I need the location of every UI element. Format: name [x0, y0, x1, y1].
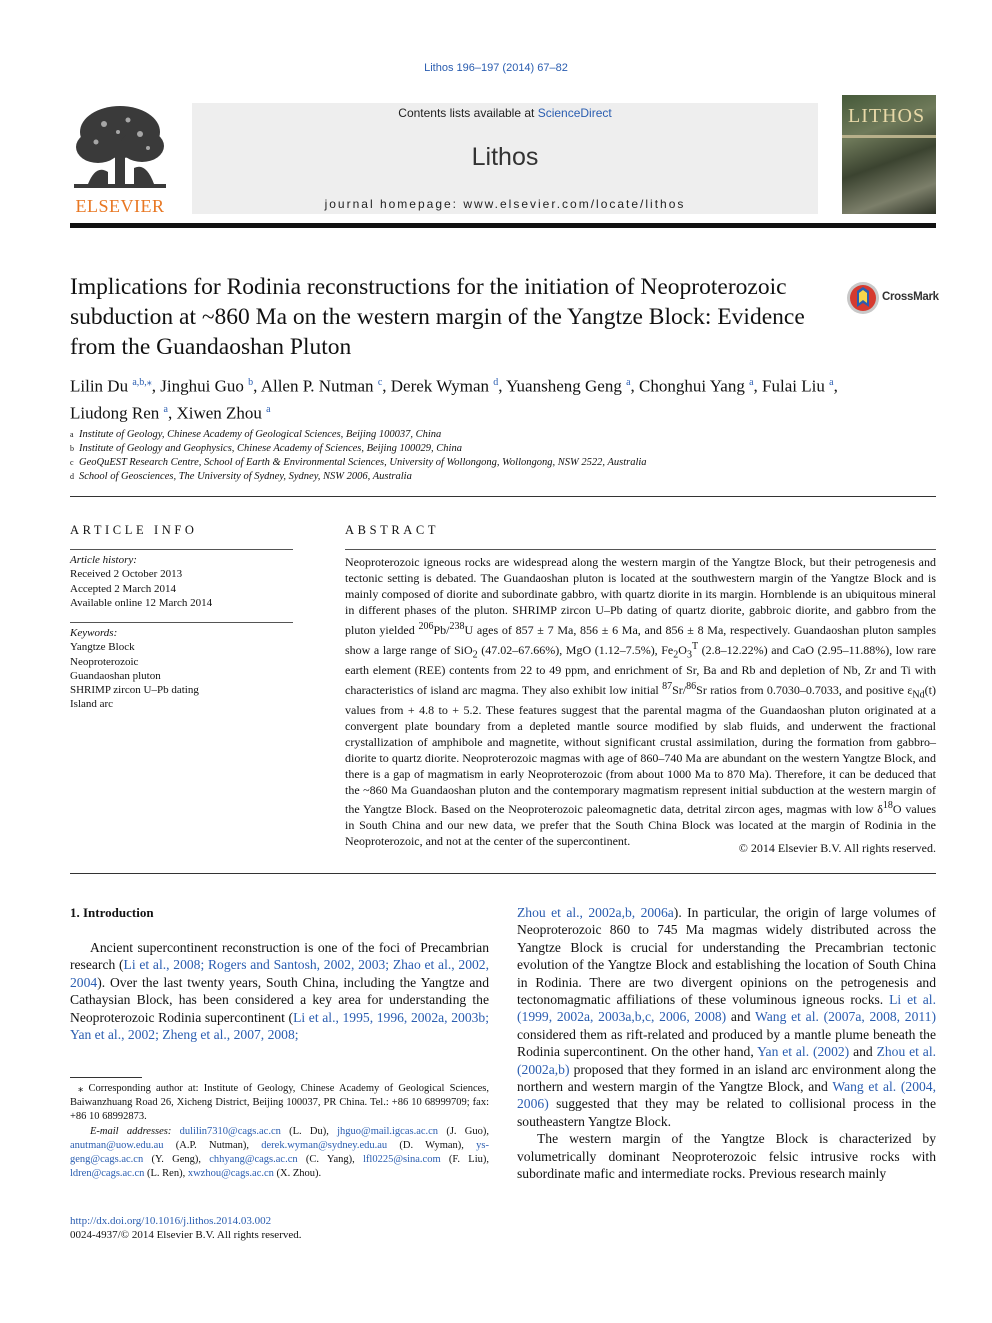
author-name[interactable]: Yuansheng Geng: [506, 376, 622, 396]
subscript: 3: [686, 648, 692, 660]
sciencedirect-link[interactable]: ScienceDirect: [537, 106, 612, 120]
affiliation-item: [70, 470, 936, 484]
body-paragraph: [517, 904, 936, 1130]
email-owner: (A.P. Nutman),: [163, 1139, 262, 1151]
article-info-heading: ARTICLE INFO: [70, 523, 198, 537]
history-label: Article history:: [70, 554, 137, 566]
cover-stripe: [842, 135, 936, 138]
affiliation-text: GeoQuEST Research Centre, School of Earth & Environmental Sciences, University of Wollongong, Wollongong, NSW 2522, Australia: [79, 457, 647, 468]
email-owner: (X. Zhou).: [273, 1168, 322, 1180]
body-text: and: [849, 1044, 877, 1060]
footnote-rule: [70, 1077, 142, 1078]
abstract-run: (2.8–12.22%) and CaO (2.95–11.88%), low rare earth element (REE) contents from 22 to 49 ppm, and enrichment of Sr, Ba and Rb and depletion of Nb, Zr and Ti with characteristics of island arc magma. They also exhibit low initial: [345, 642, 937, 697]
affiliation-mark: d: [70, 472, 74, 481]
received-date: Received 2 October 2013: [70, 568, 183, 581]
email-owner: (J. Guo),: [438, 1125, 489, 1137]
email-link[interactable]: lfl0225@sina.com: [363, 1154, 441, 1166]
citation-link[interactable]: Li et al. (1999, 2002a, 2003a,b,c, 2006, 2008): [517, 992, 936, 1025]
abstract-run: Sr ratios from 0.7030–0.7033, and positive ε: [696, 682, 913, 697]
keywords-label: Keywords:: [70, 627, 118, 639]
isotope-superscript: 238: [449, 620, 465, 632]
affiliation-text: Institute of Geology, Chinese Academy of Geological Sciences, Beijing 100037, China: [79, 429, 442, 440]
abstract-run: O: [678, 642, 687, 657]
header-rule: [70, 223, 936, 228]
body-paragraph: The western margin of the Yangtze Block is characterized by volumetrically dominant Neoproterozoic felsic intrusive rocks with subordinate mafic and intermediate rocks. Previous research mainly: [517, 1131, 936, 1182]
citation-link[interactable]: Zhou et al., 2002a,b, 2006a: [517, 905, 674, 920]
author-name[interactable]: Liudong Ren: [70, 403, 160, 423]
journal-homepage[interactable]: journal homepage: www.elsevier.com/locate/lithos: [324, 197, 686, 211]
subscript: Nd: [912, 689, 925, 701]
abstract-heading: ABSTRACT: [345, 523, 440, 537]
article-history: [70, 553, 293, 610]
email-owner: (C. Yang),: [297, 1154, 363, 1166]
email-link[interactable]: chhyang@cags.ac.cn: [209, 1154, 298, 1166]
citation-link[interactable]: Li et al., 2008; Rogers and Santosh, 2002, 2003; Zhao et al., 2002, 2004: [70, 957, 489, 990]
abstract-run: U ages of 857 ± 7 Ma, 856 ± 6 Ma, and 856 ± 8 Ma, respectively. Guandaoshan pluton samples show a large range of SiO: [345, 622, 936, 657]
author-name[interactable]: Derek Wyman: [390, 376, 490, 396]
online-date: Available online 12 March 2014: [70, 596, 213, 609]
citation-link[interactable]: Li et al., 1995, 1996, 2002a, 2003b; Yan et al., 2002; Zheng et al., 2007, 2008;: [70, 1009, 489, 1043]
email-link[interactable]: anutman@uow.edu.au: [70, 1139, 164, 1151]
email-link[interactable]: xwzhou@cags.ac.cn: [187, 1168, 274, 1180]
author-affiliation-mark[interactable]: c: [377, 377, 383, 388]
author-affiliation-mark[interactable]: a: [749, 377, 754, 388]
keywords-rule: [70, 622, 293, 623]
journal-citation[interactable]: Lithos 196–197 (2014) 67–82: [424, 62, 568, 74]
issn-copyright: 0024-4937/© 2014 Elsevier B.V. All rights reserved.: [70, 1229, 302, 1241]
email-link[interactable]: ys-geng@cags.ac.cn: [70, 1139, 489, 1166]
body-text: considered them as rift-related and produced by a mantle plume beneath the Rodinia supercontinent. On the other hand,: [517, 1026, 936, 1060]
affiliation-text: School of Geosciences, The University of Sydney, Sydney, NSW 2006, Australia: [79, 471, 412, 482]
affiliation-mark: a: [70, 430, 74, 439]
keyword-item: Island arc: [70, 698, 114, 711]
body-text: proposed that they formed in an island arc environment along the northern and western margin of the Yangtze Block, and: [517, 1061, 936, 1095]
doi-link[interactable]: http://dx.doi.org/10.1016/j.lithos.2014.03.002: [70, 1215, 272, 1227]
abstract-run: Neoproterozoic igneous rocks are widespread along the western margin of the Yangtze Block, but their petrogenesis and tectonic setting is debated. The Guandaoshan pluton is located at the southwestern margin of the Yangtze Block and is mainly composed of diorite and subordinate gabbro, with quartz diorite in its margin. Hornblende is an ubiquitous mineral in different phases of the pluton. SHRIMP zircon U–Pb dating of quartz diorite, gabbroic diorite, and gabbro from the pluton yielded: [345, 555, 936, 637]
superscript: T: [691, 640, 699, 652]
body-text: suggested that they may be related to collisional process in the southeastern Yangtze Block.: [517, 1096, 936, 1129]
author-list: Lilin Du $^{a,b,⁎}$, Jinghui Guo $^b$, Allen P. Nutman $^c$, Derek Wyman $^d$, Yuansheng Geng $^a$, Chonghui Yang $^a$, Fulai Liu $^a$, Liudong Ren $^a$, Xiwen Zhou $^a$: [70, 376, 838, 423]
section-heading-introduction: 1. Introduction: [70, 905, 154, 920]
email-link[interactable]: derek.wyman@sydney.edu.au: [261, 1139, 388, 1151]
affiliation-item: [70, 428, 936, 442]
crossmark-label[interactable]: CrossMark: [882, 291, 939, 303]
email-label: E-mail addresses:: [90, 1125, 172, 1137]
abstract-run: (t) values from + 4.8 to + 5.2. These features suggest that the parental magma of the Guandaoshan pluton originated at a convergent plate boundary from a depleted mantle source modified by slab fluids, and underwent the fractional crystallization of amphibole and magnetite, without significant crustal assimilation, during the formation from gabbro–diorite to quartz diorite. Neoproterozoic magmas with age of 860–740 Ma are abundant on the western Yangtze Block, and there is a gap of magmatism in early Neoproterozoic (from about 1000 Ma to 870 Ma). Therefore, it can be deduced that the ~860 Ma Guandaoshan pluton and the contemporary magmatism represent initial subduction at the western margin of the Yangtze Block. Based on the Neoproterozoic paleomagnetic data, detrital zircon ages, magmas with low δ: [345, 682, 936, 817]
cover-title: LITHOS: [848, 105, 926, 127]
body-text: ). Over the last twenty years, South China, including the Yangtze and Cathaysian Block, has been considered a key area for understanding the Neoproterozoic Rodinia supercontinent (: [70, 974, 489, 1025]
affiliation-rule: [70, 496, 936, 497]
journal-cover-thumbnail[interactable]: [842, 95, 936, 214]
body-text: ). In particular, the origin of large volumes of Neoproterozoic 860 to 745 Ma magmas widely distributed across the Yangtze Block is crucial for understanding the Precambrian tectonic evolution of the Yangtze Block and establishing the location of South China in Rodinia. There are two divergent opinions on the petrogenesis and tectonomagmatic affiliations of these voluminous igneous rocks.: [517, 905, 936, 1008]
author-affiliation-mark[interactable]: a: [266, 403, 271, 415]
corresponding-author-text: ⁎ Corresponding author at: Institute of Geology, Chinese Academy of Geological Sciences, Baiwanzhuang Road 26, Xicheng District, Beijing 100037, PR China. Tel.: +86 10 68999709; fax: +86 10 68992873.: [70, 1083, 489, 1123]
author-name[interactable]: Xiwen Zhou: [176, 403, 262, 423]
keyword-item: Guandaoshan pluton: [70, 669, 161, 682]
email-owner: (L. Du),: [280, 1125, 338, 1137]
article-title: Implications for Rodinia reconstructions for the initiation of Neoproterozoic subduction at ~860 Ma on the western margin of the Yangtze Block: Evidence from the Guandaoshan Pluton: [70, 274, 805, 360]
author-affiliation-mark[interactable]: a: [829, 377, 834, 388]
email-addresses: [70, 1125, 489, 1182]
affiliation-item: [70, 456, 936, 470]
keywords-block: [70, 626, 293, 712]
author-name[interactable]: Lilin Du: [70, 376, 129, 396]
citation-link[interactable]: Yan et al. (2002): [757, 1044, 850, 1060]
corresponding-author-footnote: [70, 1082, 489, 1181]
elsevier-wordmark: ELSEVIER: [75, 196, 165, 216]
author-name[interactable]: Chonghui Yang: [639, 376, 745, 396]
affiliation-mark: b: [70, 444, 74, 453]
abstract-rule: [345, 549, 936, 550]
contents-line: [192, 106, 818, 120]
article-info-rule: [70, 549, 293, 550]
isotope-superscript: 87: [662, 680, 673, 692]
journal-name: Lithos: [471, 143, 539, 171]
citation-link[interactable]: Wang et al. (2007a, 2008, 2011): [755, 1009, 936, 1025]
body-text: Ancient supercontinent reconstruction is one of the foci of Precambrian research (: [70, 940, 489, 973]
author-name[interactable]: Allen P. Nutman: [260, 376, 374, 396]
keyword-item: SHRIMP zircon U–Pb dating: [70, 684, 199, 697]
author-affiliation-mark[interactable]: a: [626, 377, 631, 388]
body-text: and: [726, 1009, 756, 1025]
abstract-run: (47.02–67.66%), MgO (1.12–7.5%), Fe: [477, 642, 674, 657]
email-owner: (F. Liu),: [440, 1154, 489, 1166]
email-owner: (Y. Geng),: [143, 1154, 210, 1166]
author-affiliation-mark[interactable]: b: [248, 377, 254, 388]
abstract-bottom-rule: [70, 873, 936, 874]
abstract-run: Pb/: [433, 622, 450, 637]
author-name[interactable]: Fulai Liu: [762, 376, 825, 396]
author-affiliation-mark[interactable]: a,b,⁎: [132, 377, 152, 388]
email-link[interactable]: dulilin7310@cags.ac.cn: [179, 1125, 281, 1137]
affiliation-mark: c: [70, 458, 74, 467]
body-column-right: [517, 904, 936, 1183]
accepted-date: Accepted 2 March 2014: [70, 582, 176, 595]
abstract-run: O values in South China and our new data, we prefer that the South China Block was located at the margin of Rodinia in the Neoproterozoic, and not at the center of the supercontinent.: [345, 802, 936, 849]
subscript: 2: [673, 648, 679, 660]
email-link[interactable]: ldren@cags.ac.cn: [70, 1168, 145, 1180]
email-owner: (D. Wyman),: [387, 1139, 477, 1151]
keyword-item: Yangtze Block: [70, 641, 135, 654]
abstract-run: Sr/: [672, 682, 687, 697]
abstract-text: [345, 555, 936, 850]
affiliation-item: [70, 442, 936, 456]
body-column-left: [70, 939, 489, 1043]
keyword-item: Neoproterozoic: [70, 655, 139, 668]
email-owner: (L. Ren),: [144, 1168, 188, 1180]
affiliation-list: [70, 428, 936, 484]
contents-prefix: Contents lists available at: [398, 106, 538, 120]
author-affiliation-mark[interactable]: d: [493, 377, 499, 388]
isotope-superscript: 86: [686, 680, 697, 692]
citation-link[interactable]: Wang et al. (2004, 2006): [517, 1079, 936, 1112]
abstract-copyright: © 2014 Elsevier B.V. All rights reserved.: [738, 841, 936, 855]
isotope-superscript: 18: [882, 800, 893, 812]
author-name[interactable]: Jinghui Guo: [160, 376, 244, 396]
email-link[interactable]: jhguo@mail.igcas.ac.cn: [337, 1125, 439, 1137]
isotope-superscript: 206: [418, 620, 434, 632]
author-affiliation-mark[interactable]: a: [163, 403, 168, 415]
subscript: 2: [472, 648, 478, 660]
affiliation-text: Institute of Geology and Geophysics, Chinese Academy of Sciences, Beijing 100029, China: [79, 443, 462, 454]
citation-link[interactable]: Zhou et al. (2002a,b): [517, 1044, 936, 1077]
